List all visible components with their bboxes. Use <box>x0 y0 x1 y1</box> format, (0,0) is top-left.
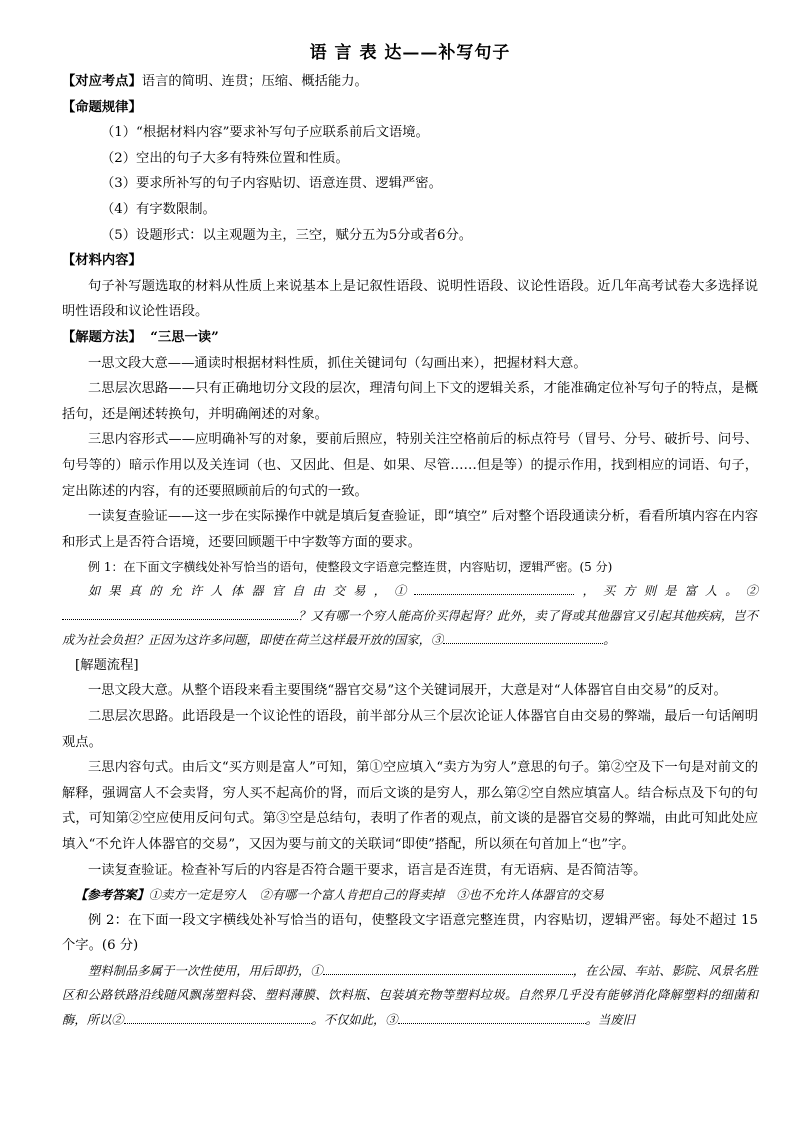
liucheng-para-4: 一读复查验证。检查补写后的内容是否符合题干要求，语言是否连贯，有无语病、是否简洁等。 <box>88 862 647 878</box>
guilv-item-1: （1）“根据材料内容”要求补写句子应联系前后文语境。 <box>101 125 429 141</box>
blank-2 <box>62 605 298 620</box>
example-2-heading: 例 2：在下面一段文字横线处补写恰当的语句，使整段文字语意完整连贯，内容贴切，逻辑严密。每处不超过 15 个字。(6 分) <box>62 912 758 954</box>
fangfa-para-3: 三思内容形式——应明确补写的对象，要前后照应，特别关注空格前后的标点符号（冒号、分号、破折号、问号、句号等的）暗示作用以及关连词（也、又因此、但是、如果、尽管……但是等）的提示作用，找到相应的词语、句子，定出陈述的内容，有的还要照顾前后的句式的一致。 <box>62 432 758 499</box>
example-2-segment: ，在公园、车站、影院、风景名胜区和公路铁路沿线随风飘荡塑料袋、塑料薄膜、饮料瓶、包装填充物等塑料垃圾。自然界几乎没有能够消化降解塑料的细菌和酶，所以② <box>62 963 758 1027</box>
guilv-label: 【命题规律】 <box>62 99 142 115</box>
document-title: 语 言 表 达——补写句子 <box>309 43 511 63</box>
cailiao-label: 【材料内容】 <box>62 253 142 269</box>
liucheng-para-2: 二思层次思路。此语段是一个议论性的语段，前半部分从三个层次论证人体器官自由交易的弊端，最后一句话阐明观点。 <box>62 708 758 750</box>
example-2-segment: 。不仅如此，③ <box>311 1012 398 1027</box>
document-page <box>62 38 758 1032</box>
fangfa-para-2: 二思层次思路——只有正确地切分文段的层次，理清句间上下文的逻辑关系，才能准确定位补写句子的特点，是概括句，还是阐述转换句，并明确阐述的对象。 <box>62 381 758 422</box>
answer-text: ①卖方一定是穷人 ②有哪一个富人肯把自己的肾卖掉 ③也不允许人体器官的交易 <box>148 888 604 903</box>
blank-1 <box>323 960 573 975</box>
example-1-segment: 。 <box>603 633 616 648</box>
blank-3 <box>398 1009 586 1024</box>
fangfa-para-4: 一读复查验证——这一步在实际操作中就是填后复查验证，即“填空” 后对整个语段通读分析，看看所填内容在内容和形式上是否符合语境，还要回顾题干中字数等方面的要求。 <box>62 509 758 550</box>
liucheng-para-1: 一思文段大意。从整个语段来看主要围绕“器官交易”这个关键词展开，大意是对“人体器官自由交易”的反对。 <box>88 683 727 699</box>
example-1-text <box>62 579 758 653</box>
example-1-segment: 又有哪一个穷人能高价买得起肾？此外，卖了肾或其他器官又引起其他疾病，岂不成为社会负担？正因为这许多问题，即使在荷兰这样最开放的国家，③ <box>62 608 758 648</box>
answer-label: 【参考答案】 <box>75 887 149 903</box>
fangfa-para-1: 一思文段大意——通读时根据材料性质，抓住关键词句（勾画出来），把握材料大意。 <box>88 355 587 371</box>
liucheng-label: [解题流程] <box>75 657 139 673</box>
blank-3 <box>443 629 603 644</box>
answer-line <box>62 883 758 908</box>
kaodian-label: 【对应考点】 <box>62 74 142 89</box>
fangfa-line <box>62 325 758 351</box>
guilv-item-2: （2）空出的句子大多有特殊位置和性质。 <box>101 150 349 166</box>
cailiao-text: 句子补写题选取的材料从性质上来说基本上是记叙性语段、说明性语段、议论性语段。近几年高考试卷大多选择说明性语段和议论性语段。 <box>62 278 758 320</box>
example-1-segment: ，买方则是富人。② <box>574 584 758 599</box>
guilv-item-3: （3）要求所补写的句子内容贴切、语意连贯、逻辑严密。 <box>101 176 442 192</box>
example-2-segment: 。当废旧 <box>585 1012 635 1027</box>
guilv-item-4: （4）有字数限制。 <box>101 201 216 217</box>
example-1-heading: 例 1：在下面文字横线处补写恰当的语句，使整段文字语意完整连贯，内容贴切，逻辑严密。(5 分) <box>88 560 613 575</box>
kaodian-line <box>62 69 758 95</box>
fangfa-label: 【解题方法】 <box>62 329 142 345</box>
example-2-segment: 塑料制品多属于一次性使用，用后即扔，① <box>88 963 323 978</box>
guilv-item-5: （5）设题形式：以主观题为主，三空，赋分五为5分或者6分。 <box>101 227 473 243</box>
liucheng-para-3: 三思内容句式。由后文“买方则是富人”可知，第①空应填入“卖方为穷人”意思的句子。第②空及下一句是对前文的解释，强调富人不会卖肾，穷人买不起高价的肾，而后文谈的是穷人，那么第②空自然应填富人。结合标点及下句的句式，可知第②空应使用反问句式。第③空是总结句，表明了作者的观点，前文谈的是器官交易的弊端，由此可知此处应填入“不允许人体器官的交易”，又因为要与前文的关联词“即使”搭配，所以须在句首加上“也”字。 <box>62 760 758 852</box>
example-1-segment: ？ <box>298 608 311 623</box>
kaodian-text: 语言的简明、连贯；压缩、概括能力。 <box>141 74 368 89</box>
blank-2 <box>124 1009 312 1024</box>
fangfa-tag: “三思一读” <box>150 329 219 345</box>
example-1-segment: 如果真的允许人体器官自由交易，① <box>88 584 415 599</box>
example-2-text <box>62 959 758 1033</box>
blank-1 <box>414 580 574 595</box>
